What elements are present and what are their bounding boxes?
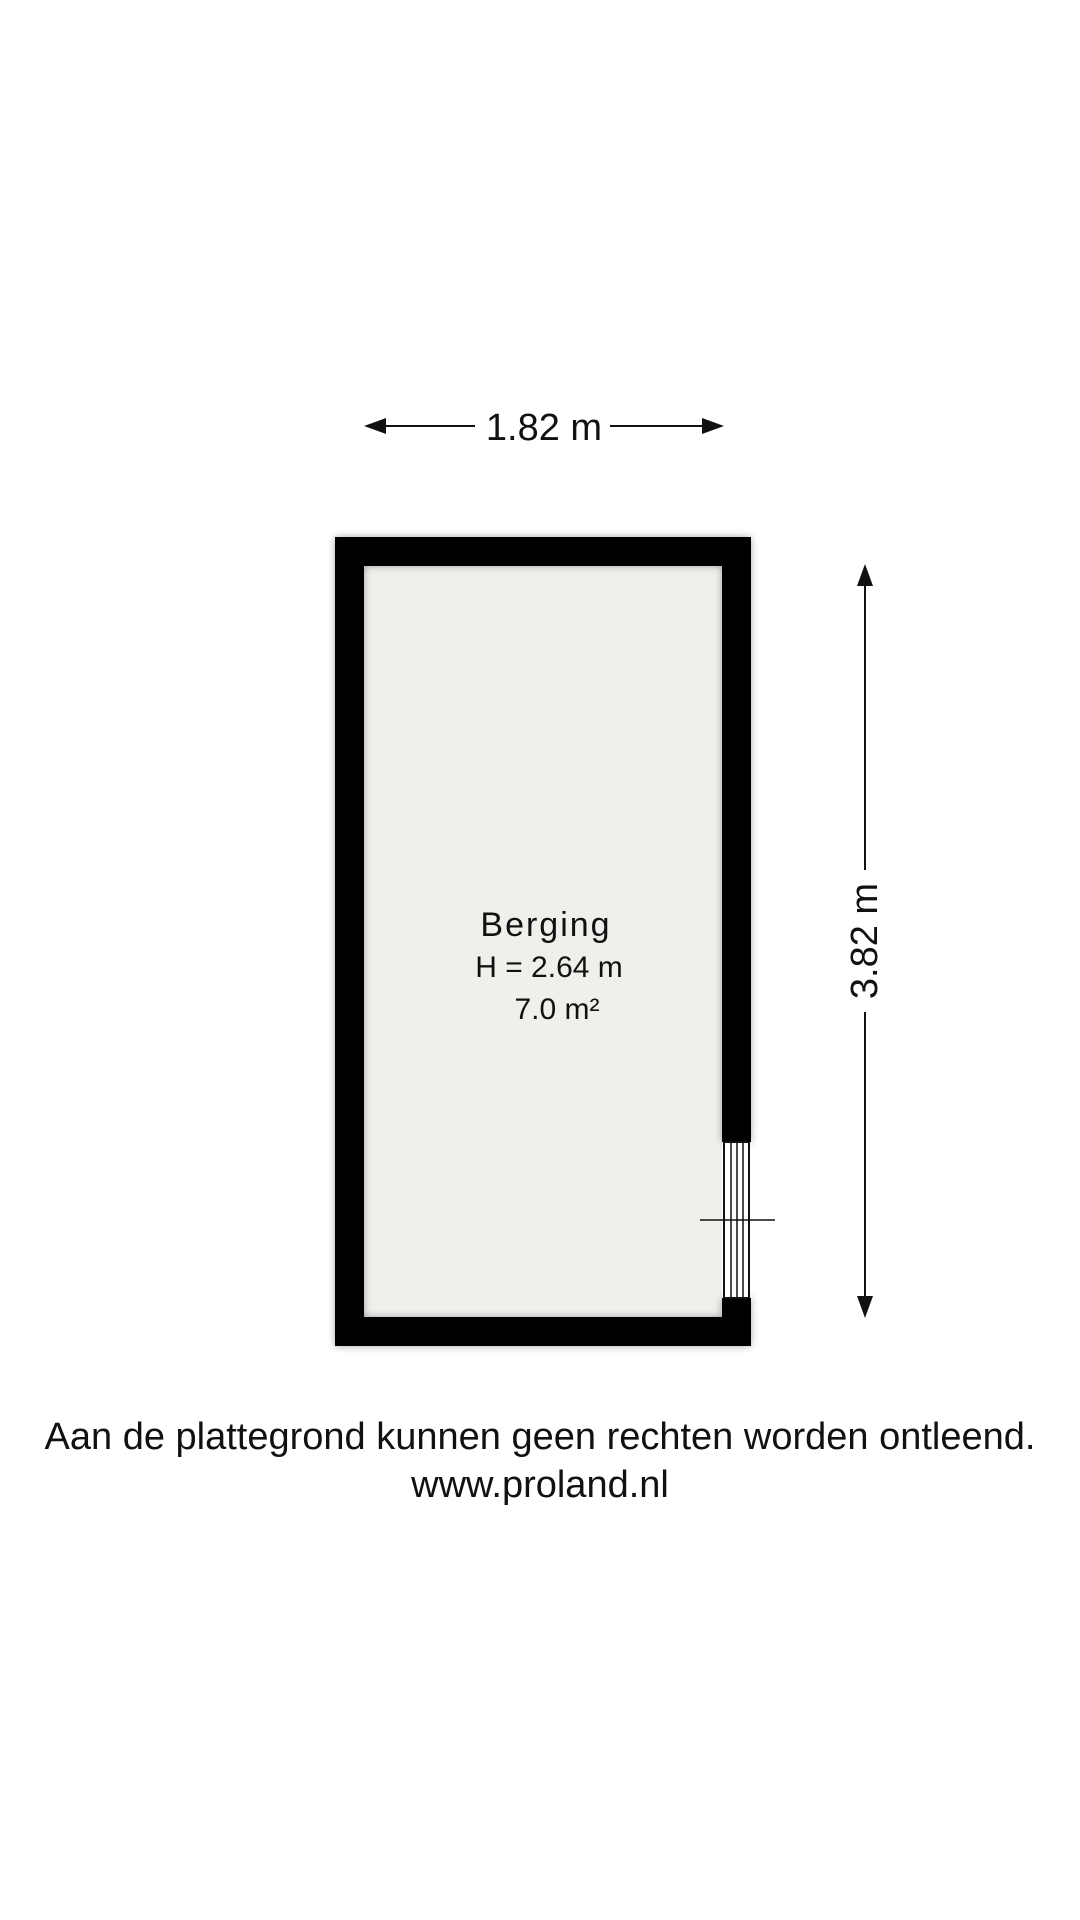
disclaimer-text: Aan de plattegrond kunnen geen rechten worden ontleend. [44, 1416, 1036, 1458]
room-name: Berging [480, 906, 612, 944]
arrow-right-icon [702, 418, 724, 434]
room-area: 7.0 m² [514, 993, 600, 1026]
arrow-down-icon [857, 1296, 873, 1318]
website-link[interactable]: www.proland.nl [411, 1464, 669, 1506]
wall-right-lower [722, 1298, 751, 1346]
wall-bottom [335, 1317, 751, 1346]
wall-top [335, 537, 751, 566]
depth-dimension [844, 564, 886, 1318]
wall-right-upper [722, 537, 751, 1142]
arrow-left-icon [364, 418, 386, 434]
room-height: H = 2.64 m [475, 951, 623, 984]
depth-dimension-label: 3.82 m [844, 882, 886, 1000]
width-dimension-label: 1.82 m [485, 407, 603, 449]
arrow-up-icon [857, 564, 873, 586]
wall-left [335, 537, 364, 1346]
width-dimension [364, 407, 724, 449]
